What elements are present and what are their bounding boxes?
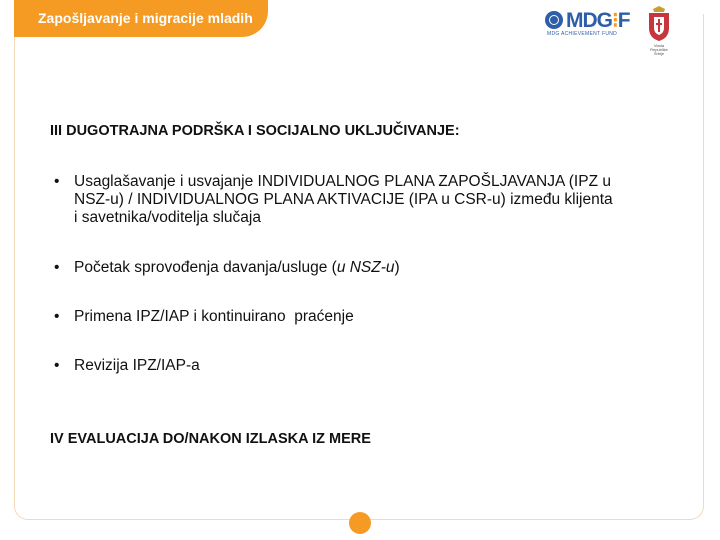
section-heading-iv: IV EVALUACIJA DO/NAKON IZLASKA IZ MERE	[50, 431, 371, 447]
bullet-text: Revizija IPZ/IAP-a	[74, 357, 200, 374]
bullet-text-line: i savetnika/voditelja slučaja	[74, 209, 261, 226]
bullet-item-ipz	[54, 173, 613, 227]
bullet-item-pocetak	[54, 259, 400, 277]
bullet-text-line: NSZ-u) / INDIVIDUALNOG PLANA AKTIVACIJE (IPA u CSR-u) između klijenta	[74, 191, 613, 208]
bullet-text-italic: u NSZ-u	[336, 259, 395, 276]
mdg-logo-text: MDG⁝F	[566, 9, 630, 32]
bullet-glyph: •	[54, 259, 60, 276]
header-title: Zapošljavanje i migracije mladih	[38, 10, 253, 26]
slide-marker-dot	[349, 512, 371, 534]
bullet-text-line: Usaglašavanje i usvajanje INDIVIDUALNOG PLANA ZAPOŠLJAVANJA (IPZ u	[74, 173, 611, 190]
bullet-glyph: •	[54, 357, 60, 374]
section-heading-iii: III DUGOTRAJNA PODRŠKA I SOCIJALNO UKLJUČIVANJE:	[50, 123, 460, 139]
bullet-item-revizija	[54, 357, 200, 375]
bullet-text: )	[394, 259, 400, 276]
bullet-text: Primena IPZ/IAP i kontinuirano praćenje	[74, 308, 354, 325]
mdg-logo-subtitle: MDG ACHIEVEMENT FUND	[547, 31, 618, 37]
bullet-glyph: •	[54, 173, 60, 190]
bullet-glyph: •	[54, 308, 60, 325]
bullet-item-primena	[54, 308, 354, 326]
serbia-logo-caption: Vlada Republike Srbije	[650, 43, 668, 56]
bullet-text: Početak sprovođenja davanja/usluge (	[74, 259, 337, 276]
mdg-logo	[545, 9, 637, 41]
coat-of-arms-icon	[647, 6, 671, 42]
un-globe-icon	[545, 11, 563, 29]
serbia-coat-of-arms-logo	[647, 6, 671, 56]
